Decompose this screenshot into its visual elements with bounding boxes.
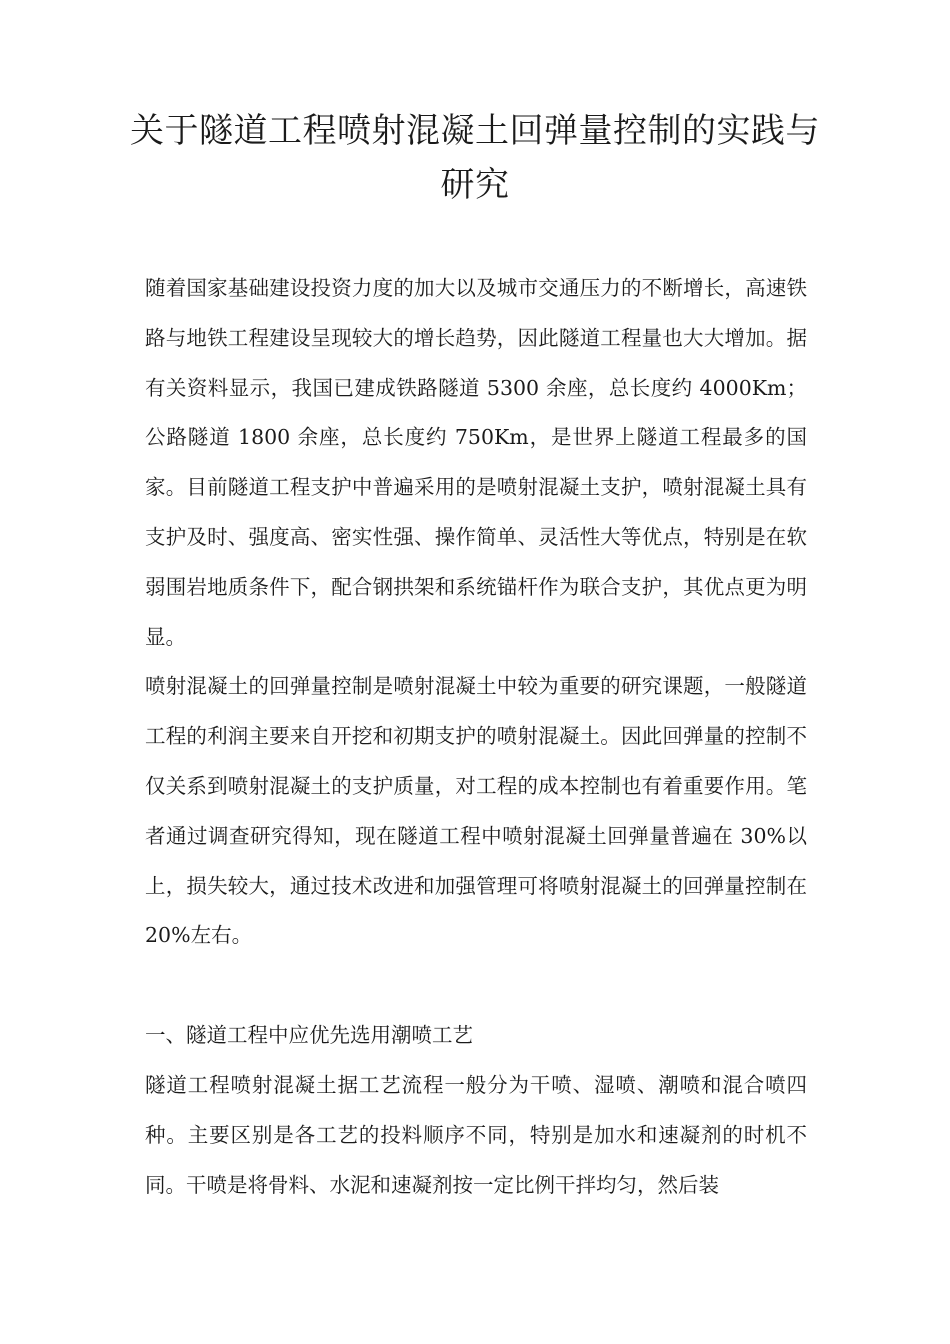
paragraph-rebound-control: 喷射混凝土的回弹量控制是喷射混凝土中较为重要的研究课题，一般隧道工程的利润主要来自开挖和初期支护的喷射混凝土。因此回弹量的控制不仅关系到喷射混凝土的支护质量，对工程的成本控制也有着重要作用。笔者通过调查研究得知，现在隧道工程中喷射混凝土回弹量普遍在 30%以上，损失较大，通过技术改进和加强管理可将喷射混凝土的回弹量控制在 20%左右。 (145, 674, 807, 948)
document-title: 关于隧道工程喷射混凝土回弹量控制的实践与研究 (130, 111, 820, 205)
section-heading: 一、隧道工程中应优先选用潮喷工艺 (145, 1023, 473, 1048)
document-body (145, 264, 807, 1210)
paragraph-section-1: 隧道工程喷射混凝土据工艺流程一般分为干喷、湿喷、潮喷和混合喷四种。主要区别是各工艺的投料顺序不同，特别是加水和速凝剂的时机不同。干喷是将骨料、水泥和速凝剂按一定比例干拌均匀，然后装 (145, 1072, 807, 1197)
section-spacer (145, 961, 807, 1011)
paragraph-intro: 随着国家基础建设投资力度的加大以及城市交通压力的不断增长，高速铁路与地铁工程建设呈现较大的增长趋势，因此隧道工程量也大大增加。据有关资料显示，我国已建成铁路隧道 5300 余座，总长度约 4000Km；公路隧道 1800 余座，总长度约 750Km，是世界上隧道工程最多的国家。目前隧道工程支护中普遍采用的是喷射混凝土支护，喷射混凝土具有支护及时、强度高、密实性强、操作简单、灵活性大等优点，特别是在软弱围岩地质条件下，配合钢拱架和系统锚杆作为联合支护，其优点更为明显。 (145, 276, 807, 649)
